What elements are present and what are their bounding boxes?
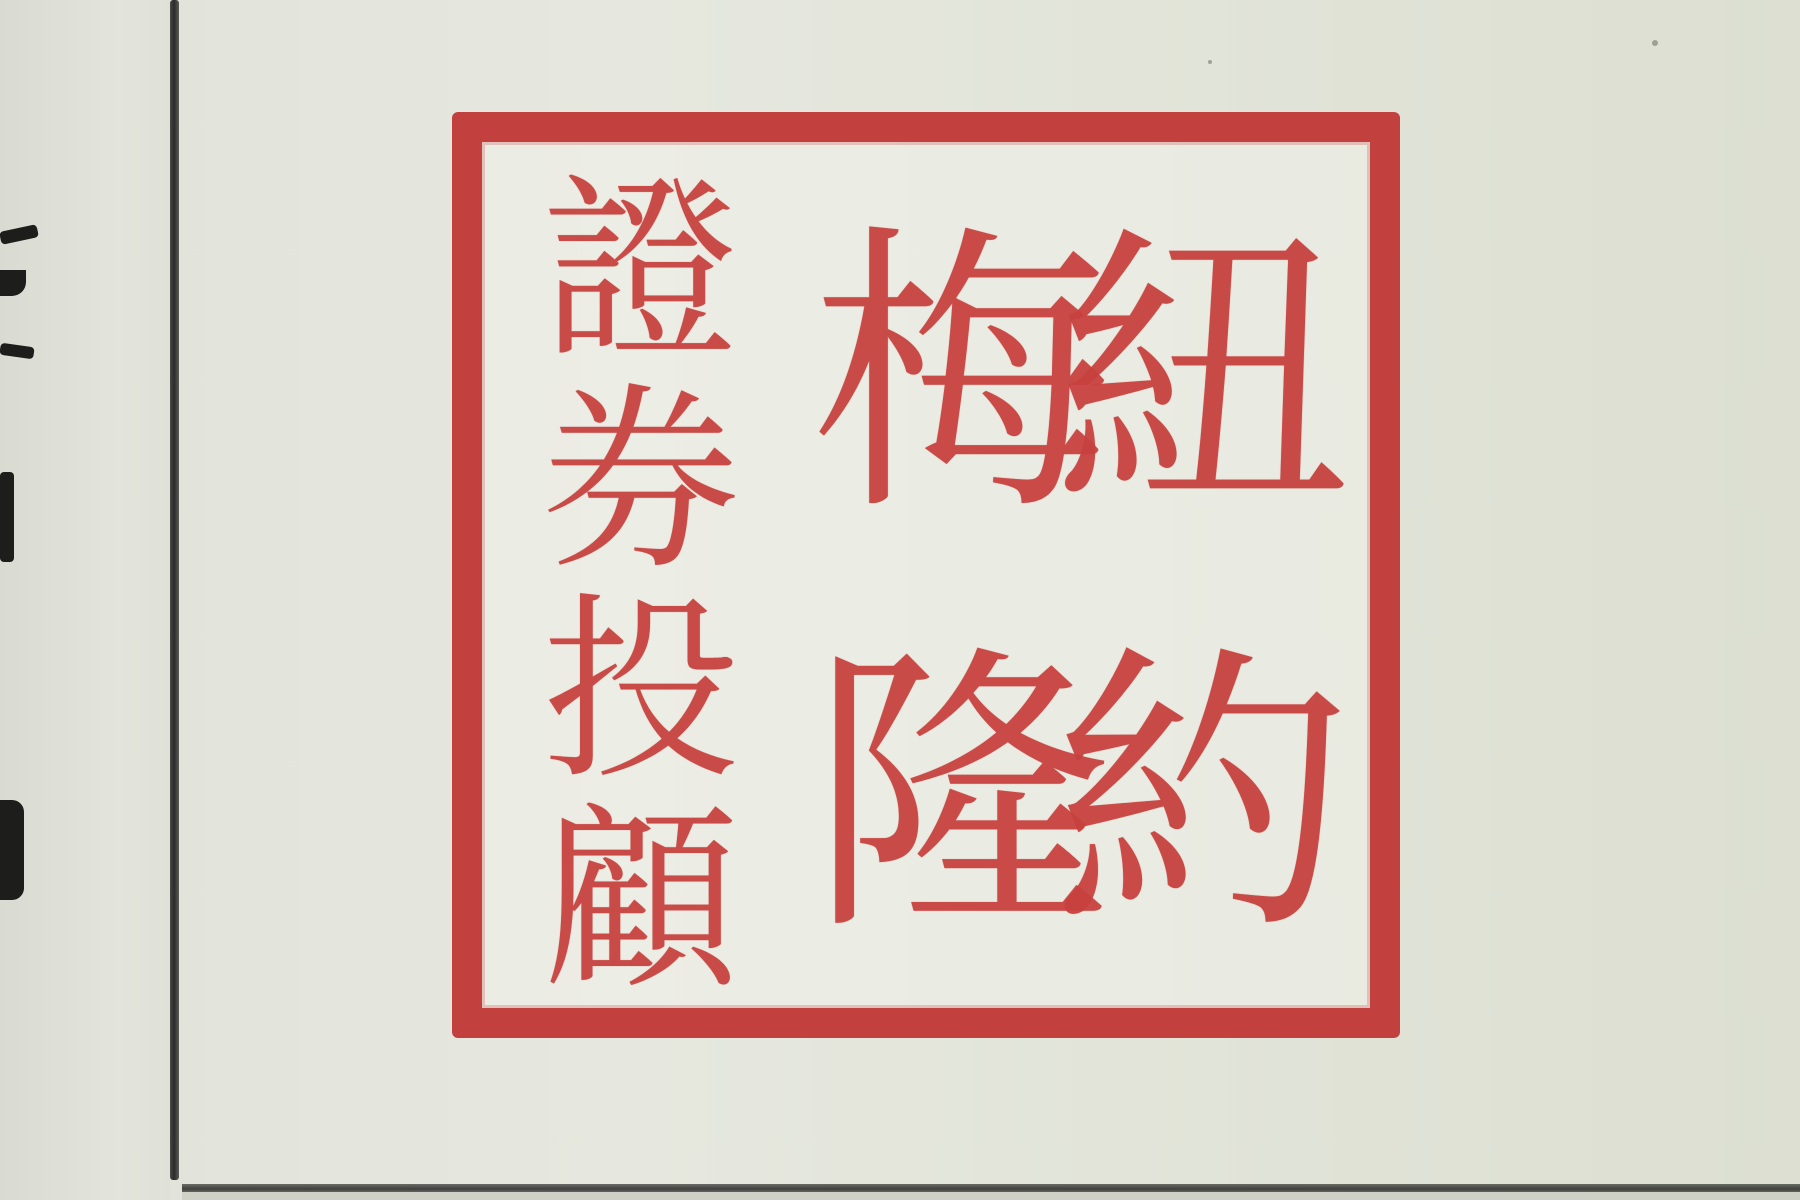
seal-character: 顧: [542, 785, 740, 1016]
seal-inner-field: [504, 155, 1352, 1016]
handwriting-fragment: [0, 800, 24, 900]
seal-character: 券: [542, 365, 740, 596]
handwriting-fragment: [0, 224, 39, 245]
handwriting-fragment: [0, 343, 35, 360]
seal-column-2: [811, 166, 1111, 982]
handwriting-fragment: [0, 270, 26, 296]
handwriting-fragment: [0, 472, 14, 562]
seal-character: 投: [542, 575, 740, 806]
page-divider-line: [170, 0, 179, 1180]
seal-column-3: [516, 155, 766, 1016]
seal-character: 隆: [811, 621, 1111, 970]
seal-character: 約: [1052, 621, 1352, 970]
paper-speck: [1208, 60, 1212, 64]
paper-speck: [1652, 40, 1658, 46]
seal-character: 證: [542, 155, 740, 386]
seal-character: 紐: [1052, 201, 1352, 550]
red-seal-stamp: [452, 112, 1400, 1038]
left-page-edge: [0, 0, 170, 1200]
seal-character: 梅: [811, 201, 1111, 550]
page-bottom-strip: [182, 1192, 1800, 1200]
